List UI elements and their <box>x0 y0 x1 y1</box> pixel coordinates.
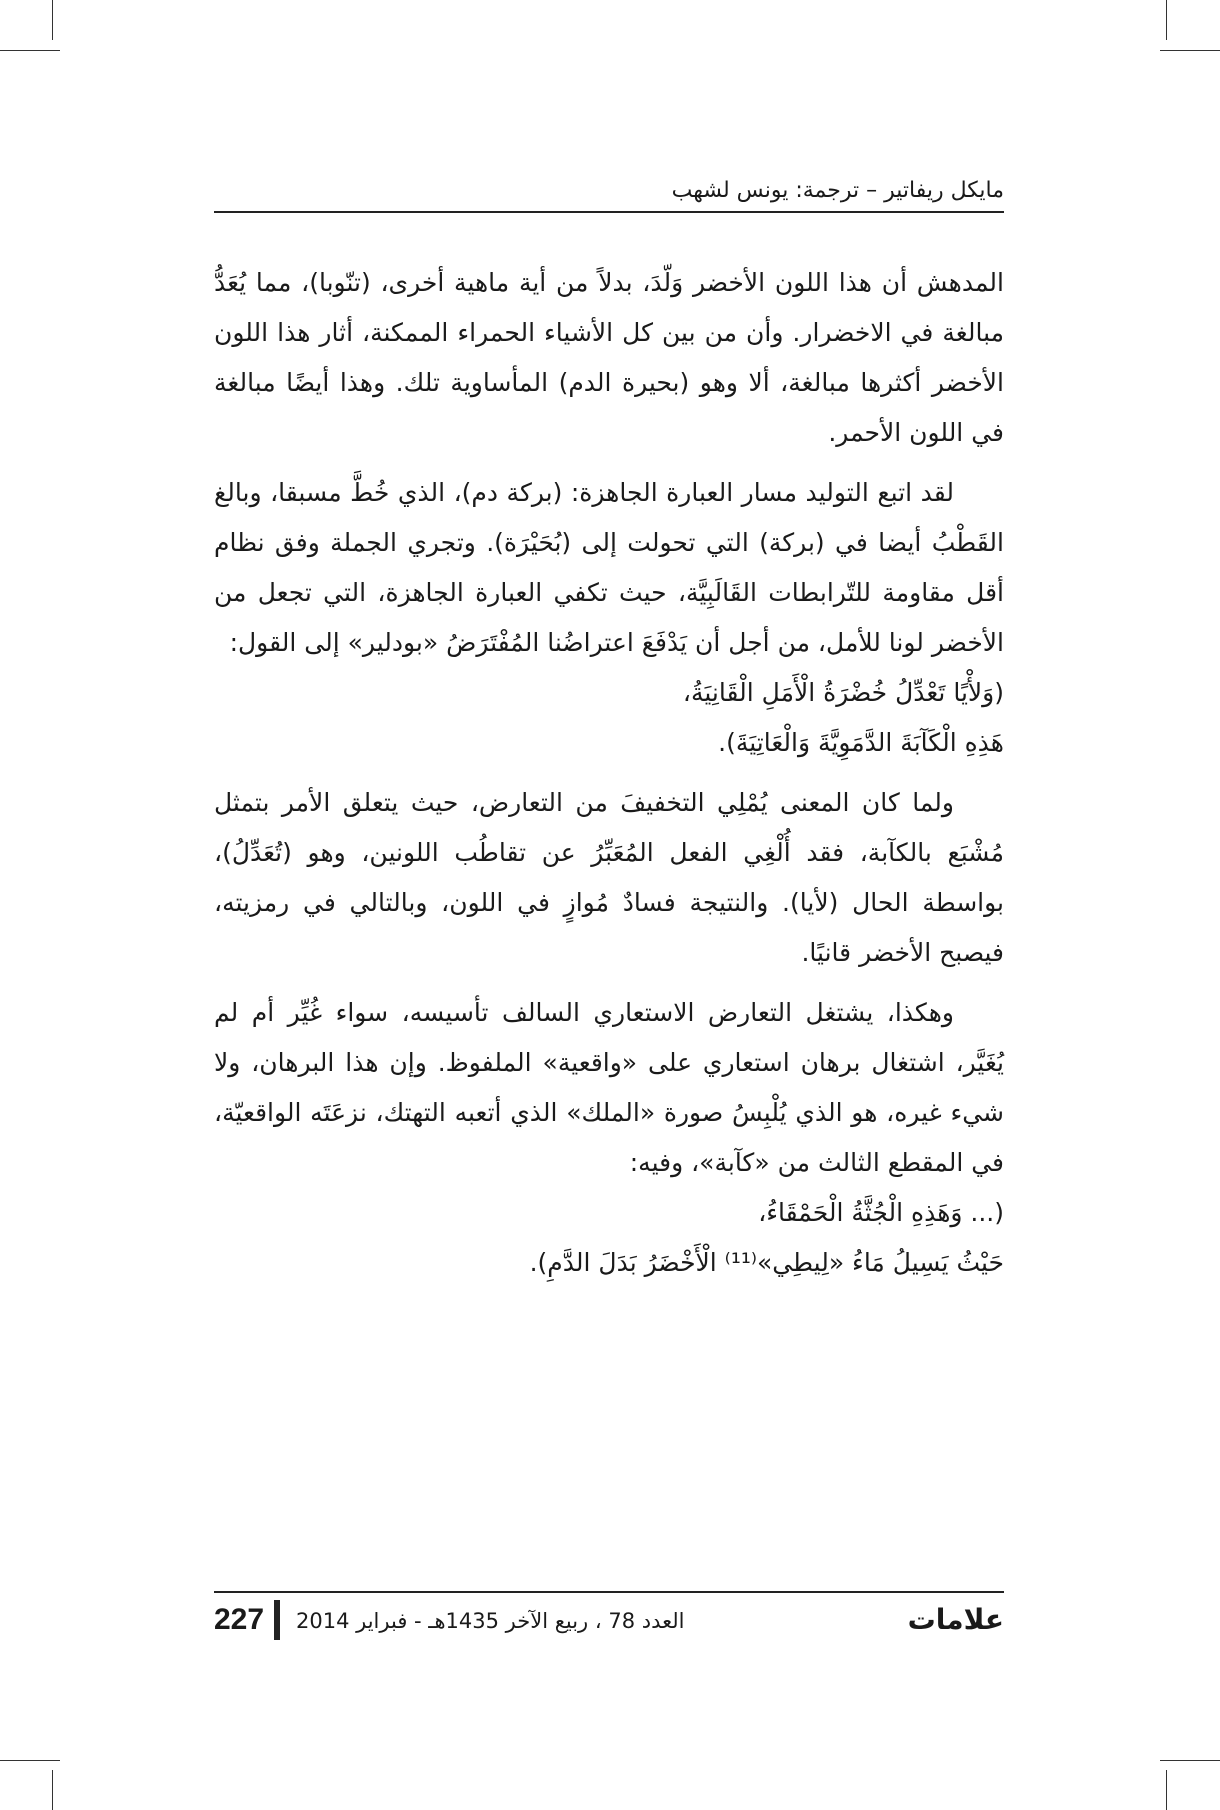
page-footer <box>214 1598 1004 1648</box>
footer-rule <box>214 1591 1004 1593</box>
crop-mark-bottom-left <box>52 1770 53 1810</box>
crop-mark-right-upper <box>1160 50 1220 51</box>
crop-mark-top-left <box>52 0 53 40</box>
header-rule <box>214 211 1004 213</box>
verse-line: هَذِهِ الْكَآبَةَ الدَّمَوِيَّةَ وَالْعَاتِيَةَ). <box>718 728 1004 757</box>
paragraph: لقد اتبع التوليد مسار العبارة الجاهزة: (بركة دم)، الذي خُطَّ مسبقا، وبالغ القَطْبُ أيضا في (بركة) التي تحولت إلى (بُحَيْرَة). وتجري الجملة وفق نظام أقل مقاومة للتّرابطات القَالَبِيَّة، حيث تكفي العبارة الجاهزة، التي تجعل من الأخضر لونا للأمل، من أجل أن يَدْفَعَ اعتراضُنا المُفْتَرَضُ «بودلير» إلى القول: <box>214 478 1004 657</box>
issue-info: العدد 78 ، ربيع الآخر 1435هـ - فبراير 2014 <box>296 1609 685 1633</box>
verse-line: حَيْثُ يَسِيلُ مَاءُ «لِيطِي»⁽¹¹⁾ الْأَخْضَرُ بَدَلَ الدَّمِ). <box>529 1248 1004 1277</box>
crop-mark-bottom-right <box>1166 1770 1167 1810</box>
running-head: مايكل ريفاتير – ترجمة: يونس لشهب <box>671 178 1004 203</box>
paragraph: ولما كان المعنى يُمْلِي التخفيفَ من التعارض، حيث يتعلق الأمر بتمثل مُشْبَع بالكآبة، فقد أُلْغِي الفعل المُعَبِّرُ عن تقاطُب اللونين، وهو (تُعَدِّلُ)، بواسطة الحال (لأيا). والنتيجة فسادٌ مُوازٍ في اللون، وبالتالي في رمزيته، فيصبح الأخضر قانيًا. <box>214 788 1004 967</box>
crop-mark-top-right <box>1166 0 1167 40</box>
footer-divider <box>274 1600 280 1640</box>
crop-mark-right-lower <box>1160 1760 1220 1761</box>
page-number: 227 <box>214 1603 265 1636</box>
journal-logo: علامات <box>907 1603 1004 1636</box>
paragraph: وهكذا، يشتغل التعارض الاستعاري السالف تأسيسه، سواء غُيِّر أم لم يُغَيَّر، اشتغال برهان استعاري على «واقعية» الملفوظ. وإن هذا البرهان، ولا شيء غيره، هو الذي يُلْبِسُ صورة «الملك» الذي أتعبه التهتك، نزعَتَه الواقعيّة، في المقطع الثالث من «كآبة»، وفيه: <box>214 998 1004 1177</box>
paragraph: المدهش أن هذا اللون الأخضر وَلّدَ، بدلاً من أية ماهية أخرى، (تنّوبا)، مما يُعَدُّ مبالغة في الاخضرار. وأن من بين كل الأشياء الحمراء الممكنة، أثار هذا اللون الأخضر أكثرها مبالغة، ألا وهو (بحيرة الدم) المأساوية تلك. وهذا أيضًا مبالغة في اللون الأحمر. <box>214 268 1004 447</box>
article-body <box>214 258 1004 1288</box>
crop-mark-left-lower <box>0 1760 60 1761</box>
verse-line: (... وَهَذِهِ الْجُثَّةُ الْحَمْقَاءُ، <box>758 1198 1004 1227</box>
verse-line: (وَلأْيًا تَعْدِّلُ خُضْرَةُ الْأَمَلِ الْقَانِيَةُ، <box>682 678 1004 707</box>
crop-mark-left-upper <box>0 50 60 51</box>
